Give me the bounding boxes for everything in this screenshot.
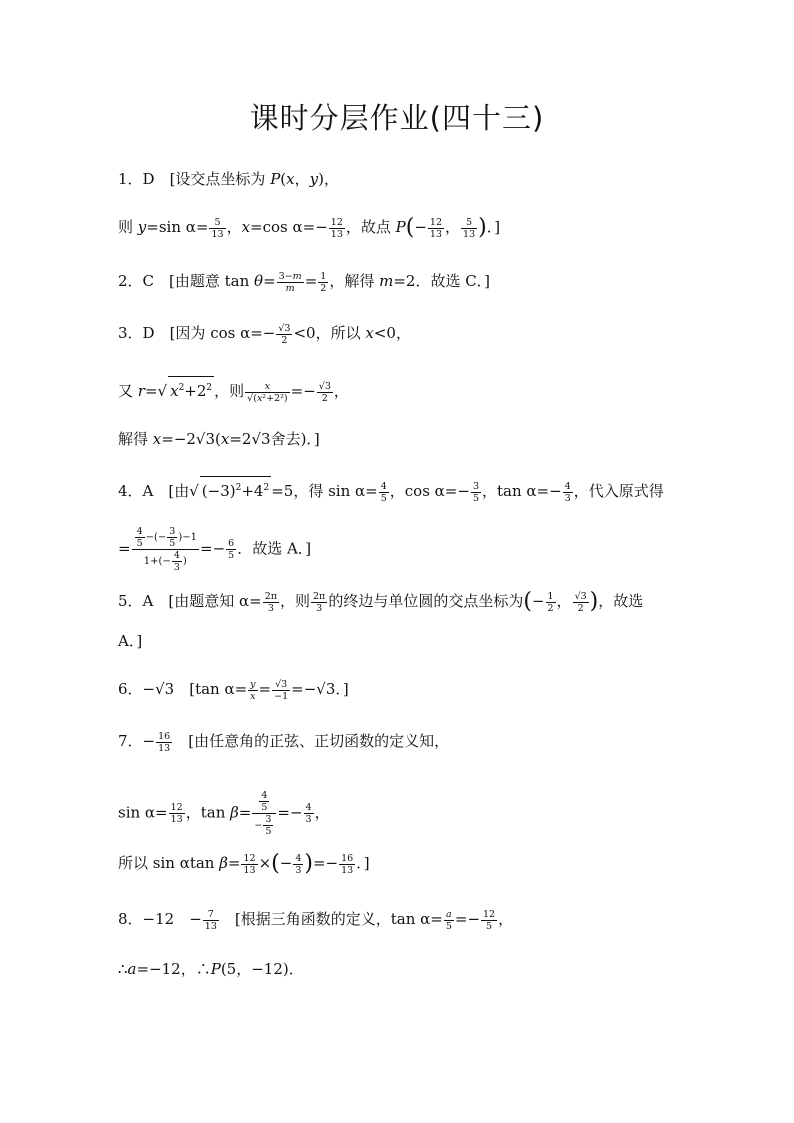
answer-5-line-1: 5．A [由题意知 α= $\frac{2\pi}{3}$ ，则 $\frac{2\pi}{3}$ 的终边与单位圆的交点坐标为(− $\frac{1}{2}$ ， $\frac{√3}{2}$ )，故选 [118, 589, 644, 614]
answer-4-line-1: 4．A [由√ $(-3)^2+4^2 =5$，得 sin α= $\frac{4}{5}$ ，cos α=− $\frac{3}{5}$ ，tan α=− $\frac{4}{3}$ ，代入原式得 [118, 476, 678, 504]
answer-8-line-1: 8．−12 − $\frac{7}{13}$ [根据三角函数的定义，tan α= $\frac{a}{5}$ =− $\frac{12}{5}$ ， [118, 908, 514, 932]
answer-1-line-1: 1．D [设交点坐标为 P(x，y)， [118, 170, 339, 188]
answer-7-line-2: sin α= $\frac{12}{13}$ ，tan β= $\frac{4}{5}$ − $\frac{3}{5}$ =− $\frac{4}{3}$ ， [118, 790, 330, 837]
answer-4-line-2: = $\frac{4}{5}$ −(− $\frac{3}{5}$ )−1 1+(− $\frac{4}{3}$ ) =− $\frac{6}{5}$ ．故选 A．] [118, 526, 312, 573]
page-title: 课时分层作业(四十三) [249, 101, 545, 135]
answer-6-line-1: 6．−√3 [tan α= $\frac{y}{x}$ = $\frac{√3}{-1}$ =−√3．] [118, 678, 349, 702]
answer-2-line-1: 2．C [由题意 tan θ= $\frac{3-m}{m}$ = $\frac{1}{2}$ ，解得 m=2．故选 C．] [118, 270, 491, 294]
answer-8-line-2: ∴a=−12，∴P(5，−12)． [118, 960, 304, 978]
answer-7-line-3: 所以 sin αtan β= $\frac{12}{13}$ ×(− $\frac{4}{3}$ )=− $\frac{16}{13}$ ．] [118, 851, 370, 876]
answer-3-line-1: 3．D [因为 cos α=− $\frac{√3}{2}$ <0，所以 x<0， [118, 322, 411, 346]
answer-3-line-2: 又 r=√ $x^2+2^2$ ，则 $\frac{x}{\text{√(x²+2²)}}$ =− $\frac{√3}{2}$ ， [118, 376, 678, 404]
answer-1-line-2: 则 y=sin α= $\frac{5}{13}$ ，x=cos α=− $\frac{12}{13}$ ，故点 P(− $\frac{12}{13}$ ， $\frac{5}{13}$ )．] [118, 215, 501, 240]
answer-5-line-2: A．] [118, 632, 143, 650]
answer-3-line-3: 解得 x=−2√3(x=2√3舍去)．] [118, 430, 320, 448]
answer-7-line-1: 7．− $\frac{16}{13}$ [由任意角的正弦、正切函数的定义知， [118, 730, 450, 754]
